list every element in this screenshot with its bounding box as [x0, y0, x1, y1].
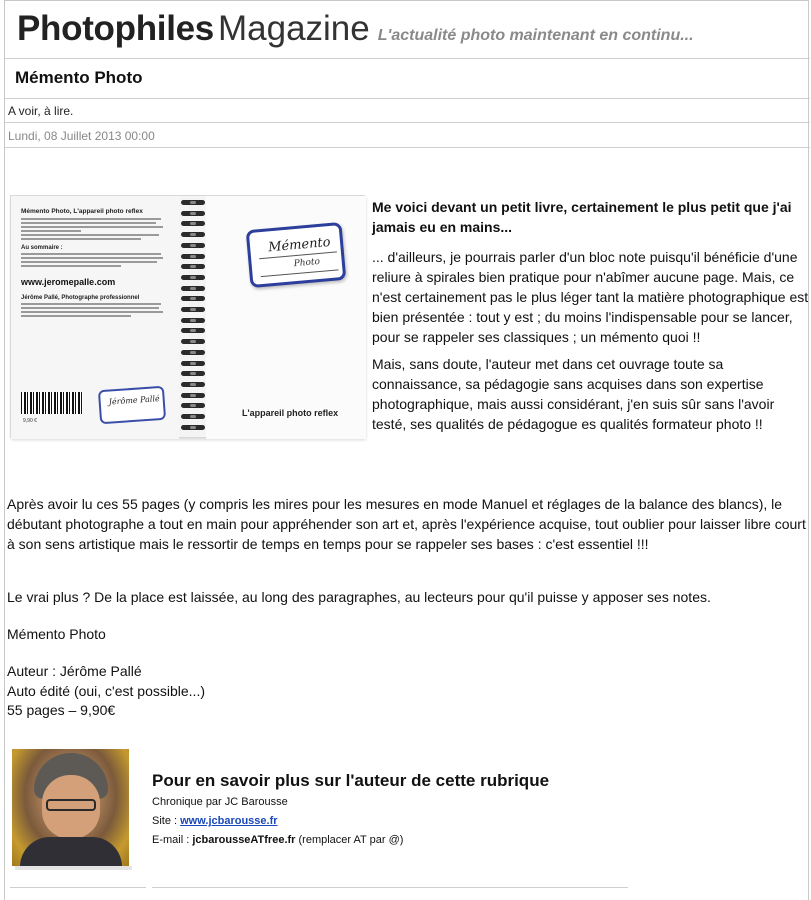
spiral-coil	[181, 393, 205, 398]
spiral-coil	[181, 318, 205, 323]
footer-divider	[152, 887, 628, 888]
article-paragraph: Le vrai plus ? De la place est laissée, au long des paragraphes, au lecteurs pour qu'il puisse y apposer ses notes.	[7, 589, 711, 605]
email-label: E-mail :	[152, 834, 193, 846]
author-email[interactable]: jcbarousseATfree.fr	[192, 834, 296, 846]
spiral-coil	[181, 264, 205, 269]
spiral-coil	[181, 328, 205, 333]
text-placeholder	[21, 230, 81, 232]
photo-shadow	[15, 866, 132, 870]
divider	[5, 122, 810, 123]
site-label: Site :	[152, 815, 181, 827]
photo-shirt	[20, 837, 122, 866]
text-placeholder	[21, 226, 163, 228]
spiral-coil	[181, 350, 205, 355]
divider	[5, 58, 810, 59]
article-paragraph: ... d'ailleurs, je pourrais parler d'un bloc note puisqu'il bénéficie d'une reliure à spirales bien pratique pour n'abîmer aucune page. Mais, ce n'est certainement pas le plus léger tant la matière photographique est bien présentée : tout y est ; du moins l'indispensable pour se lancer, pour se rappeler ses classiques ; un mémento quoi !!	[372, 249, 809, 345]
text-placeholder	[21, 253, 161, 255]
author-site-line	[152, 814, 278, 828]
cover-label-title: Mémento	[267, 234, 332, 256]
divider	[5, 147, 810, 148]
spiral-coil	[181, 232, 205, 237]
article-date: Lundi, 08 Juillet 2013 00:00	[8, 129, 155, 143]
cover-label-subtitle: Photo	[293, 256, 321, 270]
article-paragraph: Après avoir lu ces 55 pages (y compris les mires pour les mesures en mode Manuel et réglages de la balance des blancs), le débutant photographe a tout en main pour appréhender son art et, après l'expérience acquise, tout oublier pour laisser libre court à son sens artistique mais le ressortir de temps en temps pour se rappeler ses bases : c'est essentiel !!!	[7, 496, 806, 552]
text-placeholder	[21, 222, 156, 224]
email-note: (remplacer AT par @)	[295, 834, 404, 846]
book-front-cover	[206, 196, 366, 439]
spiral-coil	[181, 361, 205, 366]
book-cover-image	[10, 195, 365, 438]
barcode	[21, 392, 83, 414]
back-cover-title: Mémento Photo, L'appareil photo reflex	[21, 208, 143, 215]
text-placeholder	[21, 311, 163, 313]
back-cover-summary-heading: Au sommaire :	[21, 245, 63, 251]
text-placeholder	[21, 234, 159, 236]
spiral-coil	[181, 254, 205, 259]
back-cover-url: www.jeromepalle.com	[21, 277, 116, 287]
article-paragraph: Mais, sans doute, l'auteur met dans cet ouvrage toute sa connaissance, sa pédagogie sans acquises dans son expertise photographique, mais aussi considérant, j'en suis sûr sans l'avoir testé, ses qualités de pédagogue es qualités formateur photo !!	[372, 356, 775, 432]
text-placeholder	[21, 303, 161, 305]
spiral-coil	[181, 403, 205, 408]
spiral-coil	[181, 200, 205, 205]
author-email-line	[152, 833, 403, 847]
masthead[interactable]	[17, 9, 694, 49]
tagline: L'actualité photo maintenant en continu...	[377, 27, 694, 44]
spiral-coil	[181, 371, 205, 376]
spiral-binding	[181, 200, 205, 436]
text-placeholder	[21, 315, 131, 317]
text-placeholder	[21, 218, 161, 220]
section-title: Mémento Photo	[15, 68, 143, 87]
signature: Jérôme Pallé	[108, 394, 161, 407]
book-name: Mémento Photo	[7, 626, 106, 642]
spiral-coil	[181, 339, 205, 344]
label-line	[261, 269, 339, 277]
book-back-cover	[11, 196, 179, 439]
cover-label	[246, 222, 347, 288]
article-category[interactable]: A voir, à lire.	[8, 104, 74, 118]
spiral-coil	[181, 382, 205, 387]
divider	[5, 98, 810, 99]
spiral-coil	[181, 275, 205, 280]
footer-divider	[10, 887, 146, 888]
book-publisher: Auto édité (oui, c'est possible...)	[7, 683, 205, 699]
book-author: Auteur : Jérôme Pallé	[7, 663, 142, 679]
signature-label	[98, 386, 166, 425]
author-photo	[12, 749, 129, 866]
spiral-coil	[181, 211, 205, 216]
spiral-coil	[181, 221, 205, 226]
book-pages-price: 55 pages – 9,90€	[7, 702, 116, 718]
spiral-coil	[181, 307, 205, 312]
spiral-coil	[181, 286, 205, 291]
spiral-coil	[181, 414, 205, 419]
text-placeholder	[21, 257, 163, 259]
text-placeholder	[21, 238, 141, 240]
text-placeholder	[21, 307, 159, 309]
author-chronicle: Chronique par JC Barousse	[152, 796, 288, 808]
brand-name[interactable]: Photophiles	[17, 9, 214, 48]
back-cover-author-heading: Jérôme Pallé, Photographe professionnel	[21, 295, 140, 301]
cover-caption: L'appareil photo reflex	[242, 408, 339, 418]
photo-glasses	[46, 799, 96, 811]
article-lead: Me voici devant un petit livre, certainement le plus petit que j'ai jamais eu en mains...	[372, 199, 792, 235]
author-box-title: Pour en savoir plus sur l'auteur de cette rubrique	[152, 771, 550, 790]
spiral-coil	[181, 425, 205, 430]
brand-magazine[interactable]: Magazine	[217, 9, 370, 48]
text-placeholder	[21, 265, 121, 267]
back-cover-price: 9,90 €	[23, 418, 37, 424]
spiral-coil	[181, 296, 205, 301]
author-site-link[interactable]: www.jcbarousse.fr	[180, 815, 278, 827]
spiral-coil	[181, 243, 205, 248]
text-placeholder	[21, 261, 157, 263]
